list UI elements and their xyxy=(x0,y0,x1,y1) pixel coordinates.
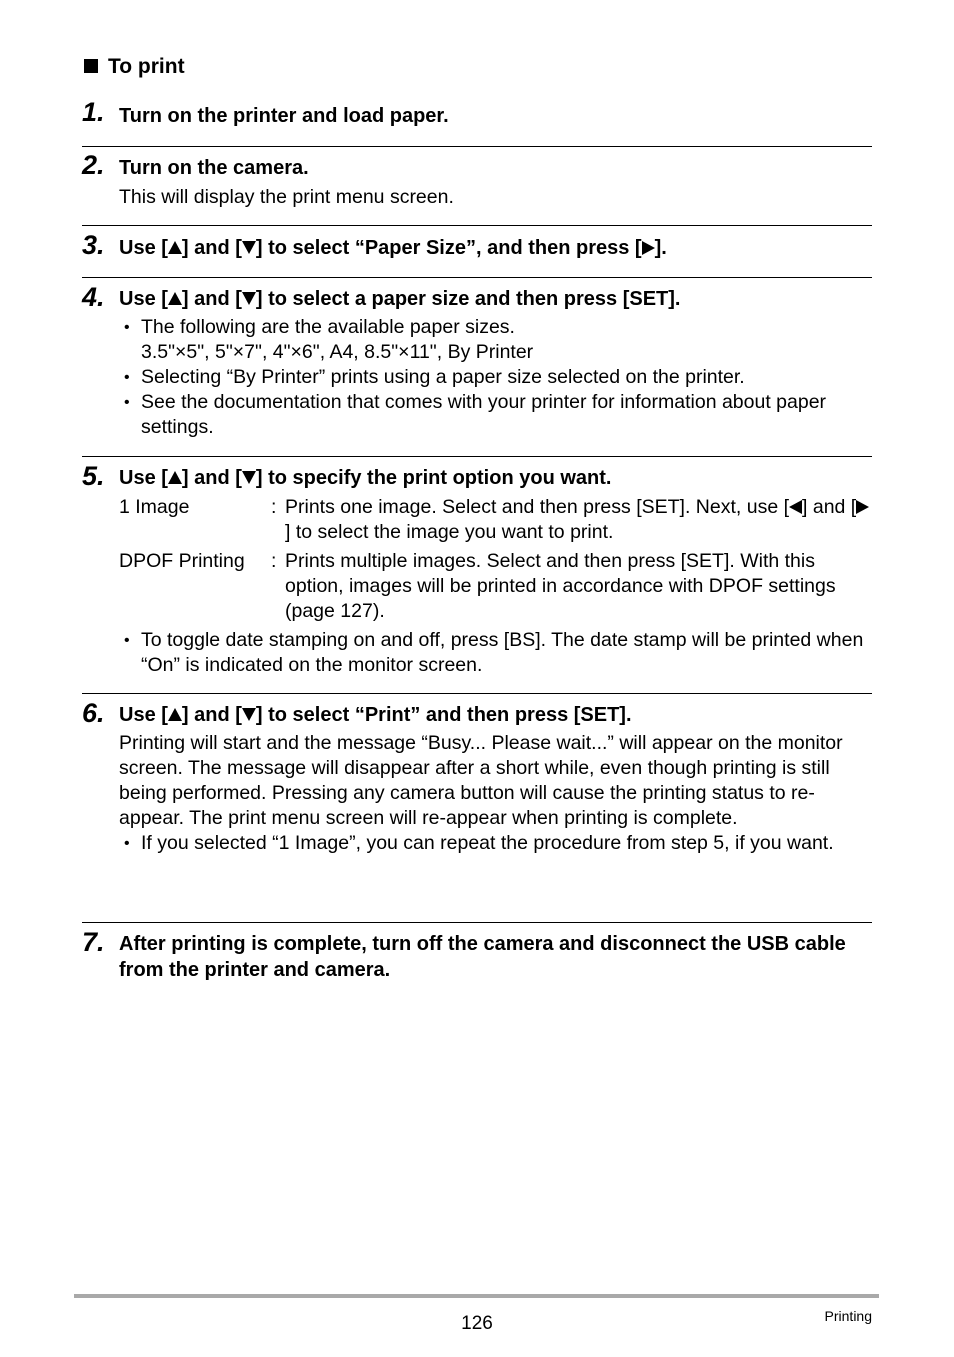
step-7 xyxy=(82,922,872,993)
step-body: Printing will start and the message “Busy... Please wait...” will appear on the monitor screen. The message will disappear after a short while, even though printing is still being performed. Pressing any camera button will cause the printing status to re-appear. The print menu screen will re-appear when printing is complete. • If you selected “1 Image”, you can repeat the procedure from step 5, if you want. xyxy=(119,731,871,856)
page-number: 126 xyxy=(461,1313,493,1334)
step-body xyxy=(119,315,871,440)
step-number: 6. xyxy=(82,698,105,728)
step-number: 4. xyxy=(82,282,105,312)
step-title: After printing is complete, turn off the camera and disconnect the USB cable from the printer and camera. xyxy=(119,933,846,981)
left-triangle-icon xyxy=(789,500,802,514)
square-bullet-icon xyxy=(84,59,98,73)
list-item: • The following are the available paper sizes. 3.5"×5", 5"×7", 4"×6", A4, 8.5"×11", By Printer xyxy=(119,315,871,365)
down-triangle-icon xyxy=(242,471,256,484)
step-title: Use [ ] and [ ] to select a paper size and then press [SET]. xyxy=(119,288,681,310)
option-1-image: 1 Image : Prints one image. Select and then press [SET]. Next, use [ ] and [] to select the image you want to print. xyxy=(119,495,871,545)
step-6 xyxy=(82,693,872,923)
step-body: This will display the print menu screen. xyxy=(119,186,454,208)
step-3 xyxy=(82,225,872,278)
up-triangle-icon xyxy=(168,471,182,484)
down-triangle-icon xyxy=(242,708,256,721)
step-number: 3. xyxy=(82,230,105,260)
option-description: Prints multiple images. Select and then press [SET]. With this option, images will be printed in accordance with DPOF settings (page 127). xyxy=(285,550,836,622)
option-label: 1 Image xyxy=(119,496,190,518)
step-2 xyxy=(82,146,872,226)
down-triangle-icon xyxy=(242,292,256,305)
step-title: Turn on the camera. xyxy=(119,157,309,179)
down-triangle-icon xyxy=(242,241,256,254)
list-item: • To toggle date stamping on and off, press [BS]. The date stamp will be printed when “On” is indicated on the monitor screen. xyxy=(119,628,871,678)
footer-divider xyxy=(74,1294,879,1298)
footer-section-name: Printing xyxy=(824,1308,872,1324)
step-number: 2. xyxy=(82,150,105,180)
step-number: 1. xyxy=(82,97,105,127)
up-triangle-icon xyxy=(168,292,182,305)
step-number: 7. xyxy=(82,927,105,957)
up-triangle-icon xyxy=(168,708,182,721)
step-1 xyxy=(82,97,872,146)
right-triangle-icon xyxy=(856,500,869,514)
step-title: Turn on the printer and load paper. xyxy=(119,105,449,127)
paper-sizes: 3.5"×5", 5"×7", 4"×6", A4, 8.5"×11", By Printer xyxy=(141,341,534,363)
option-label: DPOF Printing xyxy=(119,550,245,572)
section-heading: To print xyxy=(84,54,185,80)
step-number: 5. xyxy=(82,461,105,491)
option-dpof-printing: DPOF Printing : Prints multiple images. Select and then press [SET]. With this option, images will be printed in accordance with DPOF settings (page 127). xyxy=(119,549,871,624)
option-description: Prints one image. Select and then press [SET]. Next, use [ ] and [] to select the image you want to print. xyxy=(285,495,871,545)
step-title: Use [ ] and [ ] to select “Paper Size”, and then press [ ]. xyxy=(119,237,667,259)
step-body xyxy=(119,495,871,678)
step-5 xyxy=(82,456,872,694)
list-item: • See the documentation that comes with your printer for information about paper settings. xyxy=(119,390,871,440)
step-title: Use [ ] and [ ] to select “Print” and then press [SET]. xyxy=(119,704,632,726)
right-triangle-icon xyxy=(642,241,655,255)
step-title: Use [ ] and [ ] to specify the print option you want. xyxy=(119,467,612,489)
up-triangle-icon xyxy=(168,241,182,254)
list-item: • If you selected “1 Image”, you can repeat the procedure from step 5, if you want. xyxy=(119,831,871,856)
step-4 xyxy=(82,277,872,457)
list-item: • Selecting “By Printer” prints using a paper size selected on the printer. xyxy=(119,365,871,390)
